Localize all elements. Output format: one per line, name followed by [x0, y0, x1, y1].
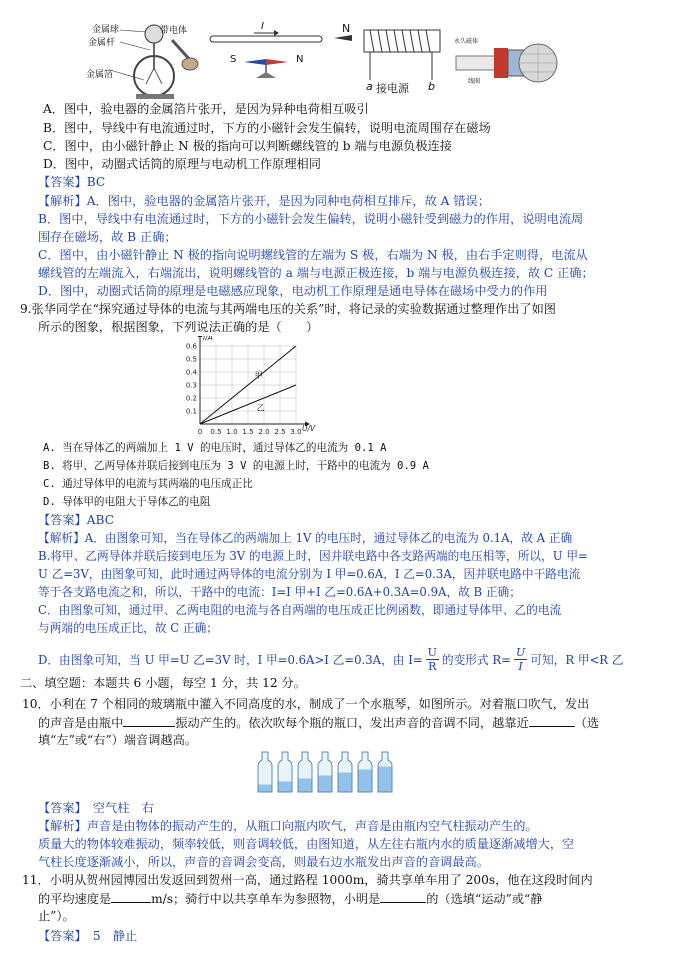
q9-analysis-1: 【解析】A．由图象可知，当在导体乙的两端加上 1V 的电压时，通过导体乙的电流为 0.1A，故 A 正确: [38, 531, 573, 545]
label-terminal-b: b: [428, 80, 435, 93]
figure-electroscope: [86, 20, 202, 102]
x-tick-label: 1.5: [242, 428, 254, 436]
label-charged-body: 带电体: [160, 26, 188, 36]
q10-blank-2[interactable]: [529, 714, 575, 727]
label-metal-foil: 金属箔: [86, 70, 114, 80]
x-tick-label: 0.5: [210, 428, 222, 436]
q10-blank-1[interactable]: [123, 714, 175, 727]
q8-analysis-2: B．图中，导线中有电流通过时，下方的小磁针会发生偏转，说明小磁针受到磁力的作用，说明电流周: [38, 212, 584, 226]
y-tick-label: 0.6: [185, 342, 197, 351]
x-tick-label: 3.0: [290, 428, 302, 436]
q10-analysis-1: 【解析】声音是由物体的振动产生的，从瓶口向瓶内吹气，声音是由瓶内空气柱振动产生的。: [38, 819, 538, 833]
q9-d-text-a: D．由图象可知，当 U 甲=U 乙=3V 时，I 甲=0.6A>I 乙=0.3A，由 I=: [38, 652, 423, 667]
y-tick-label: 0.2: [185, 394, 197, 403]
q10-text-b: 振动产生的。依次吹每个瓶的瓶口，发出声音的音调不同，越靠近: [175, 716, 529, 730]
q11-text-c: 的（选填“运动”或“静: [426, 892, 543, 906]
q9-option-d: D. 导体甲的电阻大于导体乙的电阻: [43, 496, 211, 508]
q9-stem-2: 所示的图象，根据图象，下列说法正确的是（ ）: [38, 320, 319, 334]
label-permanent-magnet: 永久磁体: [454, 38, 479, 45]
y-tick-label: 0.3: [185, 381, 197, 390]
q8-option-a: A．图中，验电器的金属箔片张开，是因为异种电荷相互吸引: [43, 102, 369, 116]
x-tick-label: 0: [197, 428, 203, 436]
figure-water-bottles: [254, 750, 404, 794]
water-bottle: [338, 752, 352, 792]
y-tick-label: 0.4: [185, 368, 197, 377]
label-metal-rod: 金属杆: [88, 38, 116, 48]
q9-analysis-7: [38, 646, 624, 673]
q10-analysis-3: 气柱长度逐渐减小，所以，声音的音调会变高，则最右边水瓶发出声音的音调最高。: [38, 855, 489, 869]
figure-wire-compass: [208, 21, 326, 80]
q8-analysis-3: 围存在磁场，故 B 正确；: [38, 230, 177, 244]
section-2-heading: 二、填空题：本题共 6 小题，每空 1 分，共 12 分。: [20, 676, 306, 690]
water-bottle: [298, 752, 312, 792]
label-coil: 线圈: [468, 78, 481, 85]
fraction-2-num: U: [515, 646, 526, 659]
q9-analysis-5: C．由图象可知，通过甲、乙两电阻的电流与各自两端的电压成正比例函数，即通过导体甲、乙的电流: [38, 603, 562, 617]
y-axis-arrow: [198, 336, 203, 337]
q11-line-2: [38, 890, 542, 907]
q9-analysis-2: B.将甲、乙两导体并联后接到电压为 3V 的电源上时，因并联电路中各支路两端的电压相等，所以，U 甲=: [38, 549, 588, 563]
q9-option-a: A. 当在导体乙的两端加上 1 V 的电压时，通过导体乙的电流为 0.1 A: [43, 442, 387, 454]
q10-text-c: （选: [574, 716, 600, 730]
q9-d-text-c: 可知，R 甲<R 乙: [530, 652, 624, 667]
q10-line-1: 10．小利在 7 个相同的玻璃瓶中灌入不同高度的水，制成了一个水瓶琴，如图所示。对着瓶口吹气，发出: [22, 697, 590, 711]
q11-text-a: 的平均速度是: [38, 892, 112, 906]
series-label-1: 甲: [254, 371, 263, 381]
q9-option-b: B. 将甲、乙两导体并联后接到电压为 3 V 的电源上时，干路中的电流为 0.9 A: [43, 460, 429, 472]
q11-line-3: 止”）。: [38, 909, 75, 923]
fraction-r-equals: [514, 646, 527, 673]
q9-analysis-6: 与两端的电压成正比，故 C 正确；: [38, 621, 218, 635]
chart-current-voltage: [178, 336, 318, 440]
q11-blank-2[interactable]: [380, 890, 426, 903]
y-tick-label: 0.5: [185, 355, 197, 364]
figure-microphone: [450, 34, 560, 92]
q8-option-b: B．图中，导线中有电流通过时，下方的小磁针会发生偏转，说明电流周围存在磁场: [43, 121, 491, 135]
q9-option-c: C. 通过导体甲的电流与其两端的电压成正比: [43, 478, 253, 490]
y-tick-label: 0.1: [185, 407, 197, 416]
q9-analysis-4: 等于各支路电流之和，所以，干路中的电流：I=I 甲+I 乙=0.6A+0.3A=0.9A，故 B 正确；: [38, 585, 521, 599]
water-bottle: [258, 752, 272, 792]
q10-line-3: 填“左”或“右”）端音调越高。: [38, 733, 197, 747]
figure-solenoid: [334, 22, 446, 98]
y-axis-label: I/A: [203, 336, 213, 342]
label-needle-n: N: [296, 54, 304, 65]
fraction-1-den: R: [428, 660, 437, 673]
label-current-I: I: [261, 21, 264, 32]
q9-answer: 【答案】ABC: [38, 513, 115, 527]
q11-line-1: 11．小明从贺州园博园出发返回到贺州一高，通过路程 1000m，骑共享单车用了 200s，他在这段时间内: [22, 873, 593, 887]
q8-analysis-5: 螺线管的左端流入，右端流出，说明螺线管的 a 端与电源正极连接，b 端与电源负极连接，故 C 正确；: [38, 266, 594, 280]
label-connect-power: 接电源: [376, 82, 409, 95]
x-tick-label: 1.0: [226, 428, 238, 436]
label-terminal-a: a: [366, 80, 373, 93]
fraction-i-equals: [426, 646, 439, 673]
label-compass-n: N: [342, 22, 351, 35]
series-label-2: 乙: [256, 403, 265, 413]
label-metal-ball: 金属球: [92, 25, 120, 35]
q8-option-d: D．图中，动圈式话筒的原理与电动机工作原理相同: [43, 157, 321, 171]
q8-analysis-1: 【解析】A．图中，验电器的金属箔片张开，是因为同种电荷相互排斥，故 A 错误；: [38, 194, 490, 208]
q10-line-2: [38, 714, 599, 731]
q11-blank-1[interactable]: [111, 890, 151, 903]
water-bottle: [358, 752, 372, 792]
fraction-1-num: U: [427, 646, 437, 659]
q10-text-a: 的声音是由瓶中: [38, 716, 124, 730]
x-tick-label: 2.5: [274, 428, 286, 436]
q10-analysis-2: 质量大的物体较难振动，频率较低，则音调较低，由图知道，从左往右瓶内水的质量逐渐减增大，空: [38, 837, 575, 851]
fraction-2-den: I: [518, 660, 523, 673]
x-axis-label: U/V: [302, 424, 316, 433]
water-bottle: [278, 752, 292, 792]
q11-text-b: m/s；骑行中以共享单车为参照物，小明是: [151, 892, 381, 906]
label-needle-s: S: [230, 54, 237, 65]
q8-analysis-6: D．图中，动圈式话筒的原理是电磁感应现象，电动机工作原理是通电导体在磁场中受力的作用: [38, 284, 548, 298]
q11-answer: 【答案】 5 静止: [38, 929, 138, 943]
q9-analysis-3: U 乙=3V，由图象可知，此时通过两导体的电流分别为 I 甲=0.6A，I 乙=0.3A，因并联电路中干路电流: [38, 567, 581, 581]
q8-analysis-4: C．图中，由小磁针静止 N 极的指向说明螺线管的左端为 S 极，右端为 N 极，由右手定则得，电流从: [38, 248, 588, 262]
q8-answer: 【答案】BC: [38, 175, 106, 189]
q10-answer: 【答案】 空气柱 右: [38, 801, 154, 815]
q9-d-text-b: 的变形式 R=: [441, 652, 511, 667]
water-bottle: [318, 752, 332, 792]
water-bottle: [378, 752, 392, 792]
q8-option-c: C．图中，由小磁针静止 N 极的指向可以判断螺线管的 b 端与电源负极连接: [43, 139, 452, 153]
x-tick-label: 2.0: [258, 428, 270, 436]
q9-stem-1: 9.张华同学在“探究通过导体的电流与其两端电压的关系”时，将记录的实验数据通过整理作出了如图: [20, 302, 556, 316]
